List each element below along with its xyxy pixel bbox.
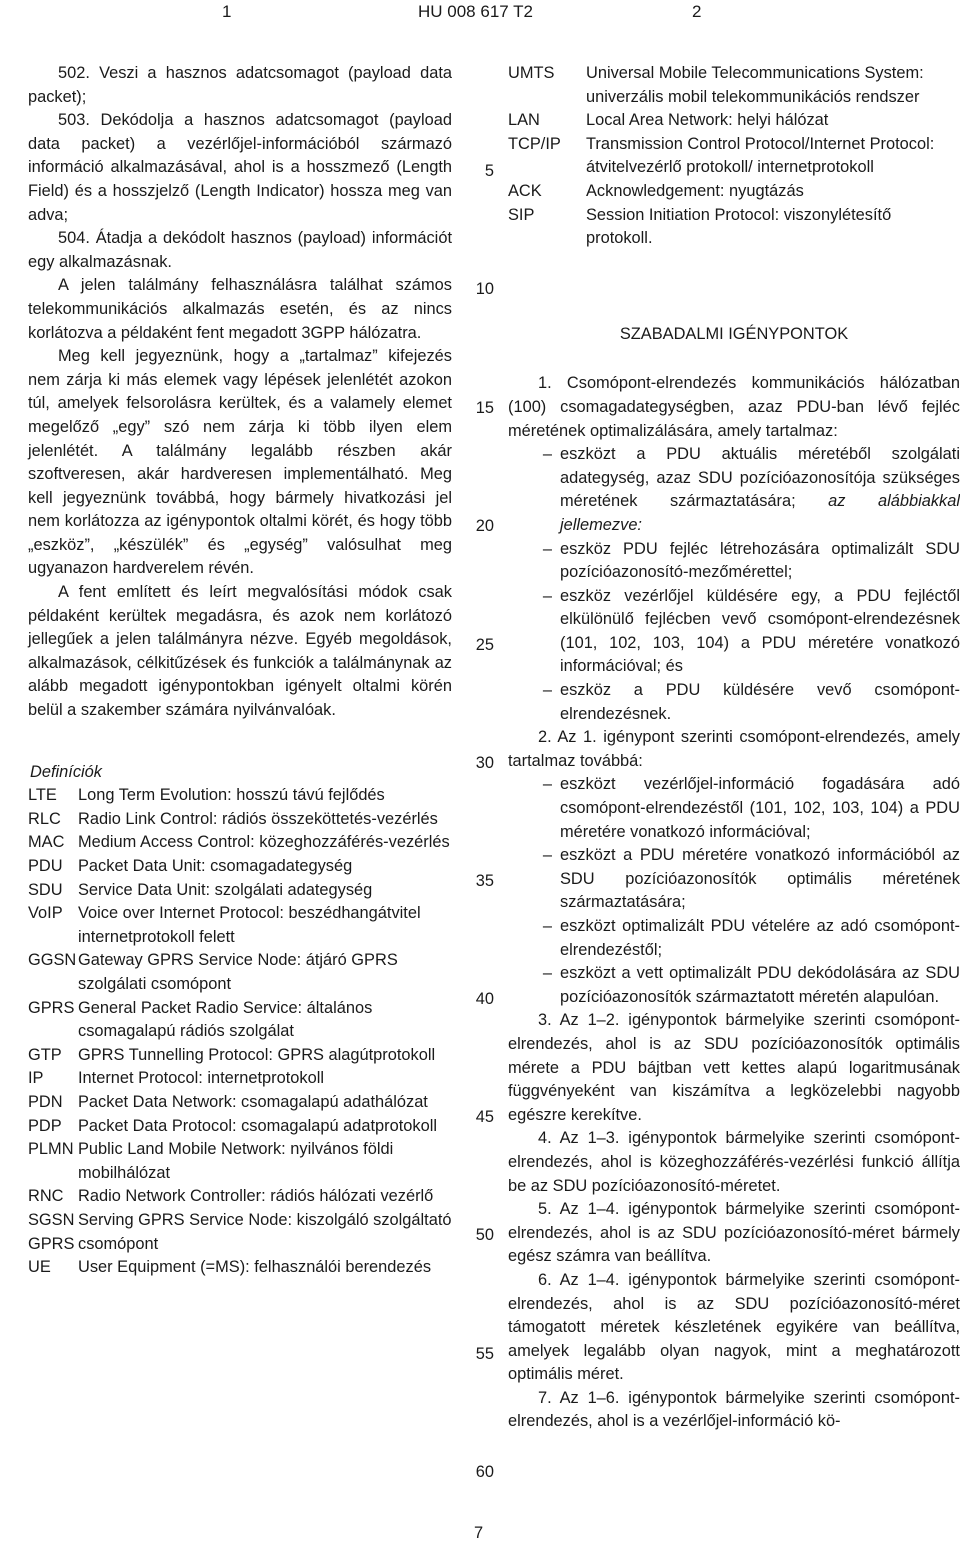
abbreviation-text: Universal Mobile Telecommunications System: univerzális mobil telekommunikációs rendszer (586, 64, 924, 106)
abbreviation-row (508, 109, 960, 133)
definition-text: User Equipment (=MS): felhasználói berendezés (78, 1258, 432, 1277)
definition-row (28, 808, 452, 832)
definition-abbr: SDU (28, 880, 63, 899)
line-number: 40 (475, 990, 494, 1008)
definition-text: Packet Data Unit: csomagadategység (78, 857, 353, 875)
abbreviation-row (508, 204, 960, 251)
abbreviation-abbr: LAN (508, 111, 540, 130)
abbreviation-row (508, 180, 960, 204)
definition-row (28, 1209, 452, 1256)
line-number: 15 (475, 399, 494, 417)
claim-item (508, 538, 960, 585)
claim-paragraph: 4. Az 1–3. igénypontok bármelyike szerinti csomópont-elrendezés, ahol is közeghozzáférés-vezérlési funkció állítja be az SDU pozícióazonosító-méretet. (508, 1129, 960, 1195)
paragraph: 504. Átadja a dekódolt hasznos (payload) információt egy alkalmazásnak. (28, 229, 452, 271)
definition-abbr: LTE (28, 786, 57, 805)
abbreviation-text: Session Initiation Protocol: viszonylétesítő protokoll. (586, 205, 892, 248)
definition-text: Radio Link Control: rádiós összeköttetés-vezérlés (78, 809, 438, 828)
claim-item (508, 679, 960, 726)
dash-marker: – (542, 586, 552, 605)
line-number: 5 (484, 162, 494, 180)
definition-row (28, 1256, 452, 1280)
definition-abbr: MAC (28, 833, 65, 852)
claims-heading: SZABADALMI IGÉNYPONTOK (619, 324, 849, 343)
abbreviation-text: Transmission Control Protocol/Internet Protocol: átvitelvezérlő protokoll/ internetprotokoll (586, 134, 935, 177)
claim-item (508, 844, 960, 915)
definition-row (28, 784, 452, 808)
abbreviation-abbr: UMTS (508, 64, 555, 82)
line-number: 50 (475, 1226, 494, 1244)
abbreviation-abbr: TCP/IP (508, 134, 561, 153)
dash-marker: – (542, 539, 552, 558)
definition-abbr: UE (28, 1258, 51, 1277)
claim-item-text: eszköz PDU fejléc létrehozására optimalizált SDU pozícióazonosító-mezőmérettel; (560, 539, 960, 582)
definitions-list (28, 784, 452, 1279)
definition-row (28, 1044, 452, 1068)
claim-item (508, 585, 960, 679)
definition-text: General Packet Radio Service: általános csomagalapú rádiós szolgálat (78, 998, 373, 1041)
line-number: 10 (475, 280, 494, 298)
definition-text: Medium Access Control: közeghozzáférés-vezérlés (78, 833, 450, 852)
claim-item-text: eszközt a PDU méretére vonatkozó információból az SDU pozícióazonosítók optimális méretének származtatására; (560, 846, 960, 912)
definition-text: Internet Protocol: internetprotokoll (78, 1069, 324, 1088)
paragraph: A fent említett és leírt megvalósítási módok csak példaként kerültek megadásra, és azok nem korlátozó jellegűek a jelen találmányra nézve. Egyéb megoldások, alkalmazások, célkitűzések és funkciók a találmánynak az alább megadott igénypontokban igényelt oltalmi körén belül a szakember számára nyilvánvalóak. (28, 583, 452, 720)
definition-abbr: GPRS (28, 998, 75, 1017)
definition-abbr: GTP (28, 1045, 62, 1064)
claim-item-text: eszköz a PDU küldésére vevő csomópont-elrendezésnek. (560, 681, 960, 723)
line-number: 55 (475, 1345, 494, 1363)
left-column (28, 62, 452, 1280)
definition-row (28, 902, 452, 949)
definition-row (28, 1067, 452, 1091)
abbreviation-text: Local Area Network: helyi hálózat (586, 111, 829, 130)
header-right-number: 2 (692, 2, 702, 21)
definition-text: Voice over Internet Protocol: beszédhangátvitel internetprotokoll felett (78, 904, 421, 946)
right-column (508, 62, 960, 1434)
abbreviations-list (508, 62, 960, 251)
claim-item-text: eszköz vezérlőjel küldésére egy, a PDU fejléctől elkülönülő fejlécben vevő csomópont-elrendezésnek (101, 102, 103, 104) a PDU méretére vonatkozó információval; és (560, 586, 960, 676)
claim-item-text: eszközt optimalizált PDU vételére az adó csomópont-elrendezéstől; (560, 917, 960, 959)
dash-marker: – (542, 445, 552, 464)
definition-row (28, 949, 452, 996)
dash-marker: – (542, 775, 552, 794)
definition-abbr: IP (28, 1069, 44, 1088)
definition-row (28, 1185, 452, 1209)
definition-abbr: PLMN (28, 1140, 74, 1159)
line-number: 45 (475, 1108, 494, 1126)
claim-1-intro: 1. Csomópont-elrendezés kommunikációs hálózatban (100) csomagadategységben, azaz PDU-ban lévő fejléc méretének optimalizálására, amely tartalmaz: (508, 374, 960, 440)
definition-row (28, 1091, 452, 1115)
claim-item (508, 773, 960, 844)
page-number: 7 (474, 1524, 484, 1542)
dash-marker: – (542, 681, 552, 700)
definition-text: Public Land Mobile Network: nyilvános földi mobilhálózat (78, 1140, 394, 1182)
claim-paragraph: 5. Az 1–4. igénypontok bármelyike szerinti csomópont-elrendezés, ahol is az SDU pozícióazonosító-méret bármely egész számra van beállítva. (508, 1200, 960, 1266)
abbreviation-text: Acknowledgement: nyugtázás (586, 181, 804, 200)
definition-row (28, 997, 452, 1044)
definition-abbr: PDU (28, 857, 63, 875)
definition-text: Serving GPRS Service Node: kiszolgáló szolgáltató csomópont (78, 1210, 452, 1253)
definition-text: Packet Data Network: csomagalapú adathálózat (78, 1092, 428, 1111)
definition-text: Packet Data Protocol: csomagalapú adatprotokoll (78, 1116, 437, 1135)
header-left-number: 1 (222, 2, 232, 21)
definition-text: Long Term Evolution: hosszú távú fejlődés (78, 786, 385, 805)
paragraph: 502. Veszi a hasznos adatcsomagot (payload data packet); (28, 64, 452, 106)
claim-item-text: eszközt a PDU aktuális méretéből szolgálati adategység, azaz SDU pozícióazonosítója szükséges méretének származtatására; (560, 445, 960, 511)
definition-row (28, 879, 452, 903)
definition-row (28, 855, 452, 879)
definition-text: Gateway GPRS Service Node: átjáró GPRS szolgálati csomópont (78, 951, 398, 993)
line-number: 60 (475, 1463, 494, 1481)
definition-row (28, 831, 452, 855)
definition-row (28, 1115, 452, 1139)
dash-marker: – (542, 917, 552, 935)
claim-2-intro: 2. Az 1. igénypont szerinti csomópont-elrendezés, amely tartalmaz továbbá: (508, 728, 960, 770)
definition-row (28, 1138, 452, 1185)
claim-item (508, 443, 960, 537)
definition-abbr: RNC (28, 1187, 64, 1206)
line-number: 30 (475, 754, 494, 772)
paragraph: A jelen találmány felhasználásra találhat számos telekommunikációs alkalmazás esetén, és az nincs korlátozva a példaként fent megadott 3GPP hálózatra. (28, 276, 452, 342)
claim-paragraph: 7. Az 1–6. igénypontok bármelyike szerinti csomópont-elrendezés, ahol is a vezérlőjel-információ kö- (508, 1388, 960, 1431)
claim-item (508, 962, 960, 1009)
definition-text: Service Data Unit: szolgálati adategység (78, 880, 373, 899)
claim-paragraph: 3. Az 1–2. igénypontok bármelyike szerinti csomópont-elrendezés, ahol is az SDU pozícióazonosítók optimális mérete a PDU bájtban vett kettes alapú logaritmusának függvényeként van kiszámítva a legközelebbi nagyobb egészre kerekítve. (508, 1011, 960, 1124)
abbreviation-row (508, 133, 960, 180)
definition-abbr: SGSN GPRS (28, 1210, 75, 1253)
abbreviation-abbr: SIP (508, 205, 535, 224)
claim-item-text: eszközt vezérlőjel-információ fogadására adó csomópont-elrendezéstől (101, 102, 103, 104) a PDU méretére vonatkozó információval; (560, 775, 960, 841)
abbreviation-abbr: ACK (508, 181, 542, 200)
line-number: 35 (475, 872, 494, 890)
definition-abbr: GGSN (28, 951, 77, 970)
claim-paragraph: 6. Az 1–4. igénypontok bármelyike szerinti csomópont-elrendezés, ahol is az SDU pozícióazonosító-méret támogatott méretek készletének egyikére van beállítva, amelyek legalább olyan nagyok, mint a meghatározott optimális méret. (508, 1270, 960, 1384)
definition-abbr: VoIP (28, 904, 63, 923)
paragraph: Meg kell jegyeznünk, hogy a „tartalmaz” kifejezés nem zárja ki más elemek vagy lépések jelenlétét azokon túl, amelyek felsorolásra kerültek, és a valamely elemet megelőző „egy” szó nem zárja ki több ilyen elem jelenlétét. A találmány legalább részben akár szoftveresen, akár hardveresen implementálható. Meg kell jegyeznünk továbbá, hogy bármely hivatkozási jel nem korlátozza az igénypontok oltalmi körét, és hogy több „eszköz”, „készülék” és „egység” valósulhat meg ugyanazon hardverelem révén. (28, 347, 452, 578)
line-number: 25 (475, 636, 494, 654)
definition-abbr: PDP (28, 1116, 62, 1135)
claim-characterising-clause: az alábbiakkal jellemezve: (560, 492, 960, 534)
header-document-id: HU 008 617 T2 (418, 2, 533, 21)
definition-abbr: RLC (28, 809, 61, 828)
paragraph: 503. Dekódolja a hasznos adatcsomagot (payload data packet) a vezérlőjel-információból származó információ alkalmazásával, ahol is a hosszmező (Length Field) és a hosszjelző (Length Indicator) hossza meg van adva; (28, 111, 452, 224)
definition-abbr: PDN (28, 1092, 63, 1111)
dash-marker: – (542, 964, 552, 983)
line-number: 20 (475, 517, 494, 535)
claim-item-text: eszközt a vett optimalizált PDU dekódolására az SDU pozícióazonosítók származtatott méretén alapulóan. (560, 964, 960, 1006)
definition-text: GPRS Tunnelling Protocol: GPRS alagútprotokoll (78, 1045, 436, 1064)
abbreviation-row (508, 62, 960, 109)
dash-marker: – (542, 846, 552, 865)
definitions-heading: Definíciók (30, 762, 102, 781)
claim-item (508, 915, 960, 962)
definition-text: Radio Network Controller: rádiós hálózati vezérlő (78, 1187, 434, 1206)
